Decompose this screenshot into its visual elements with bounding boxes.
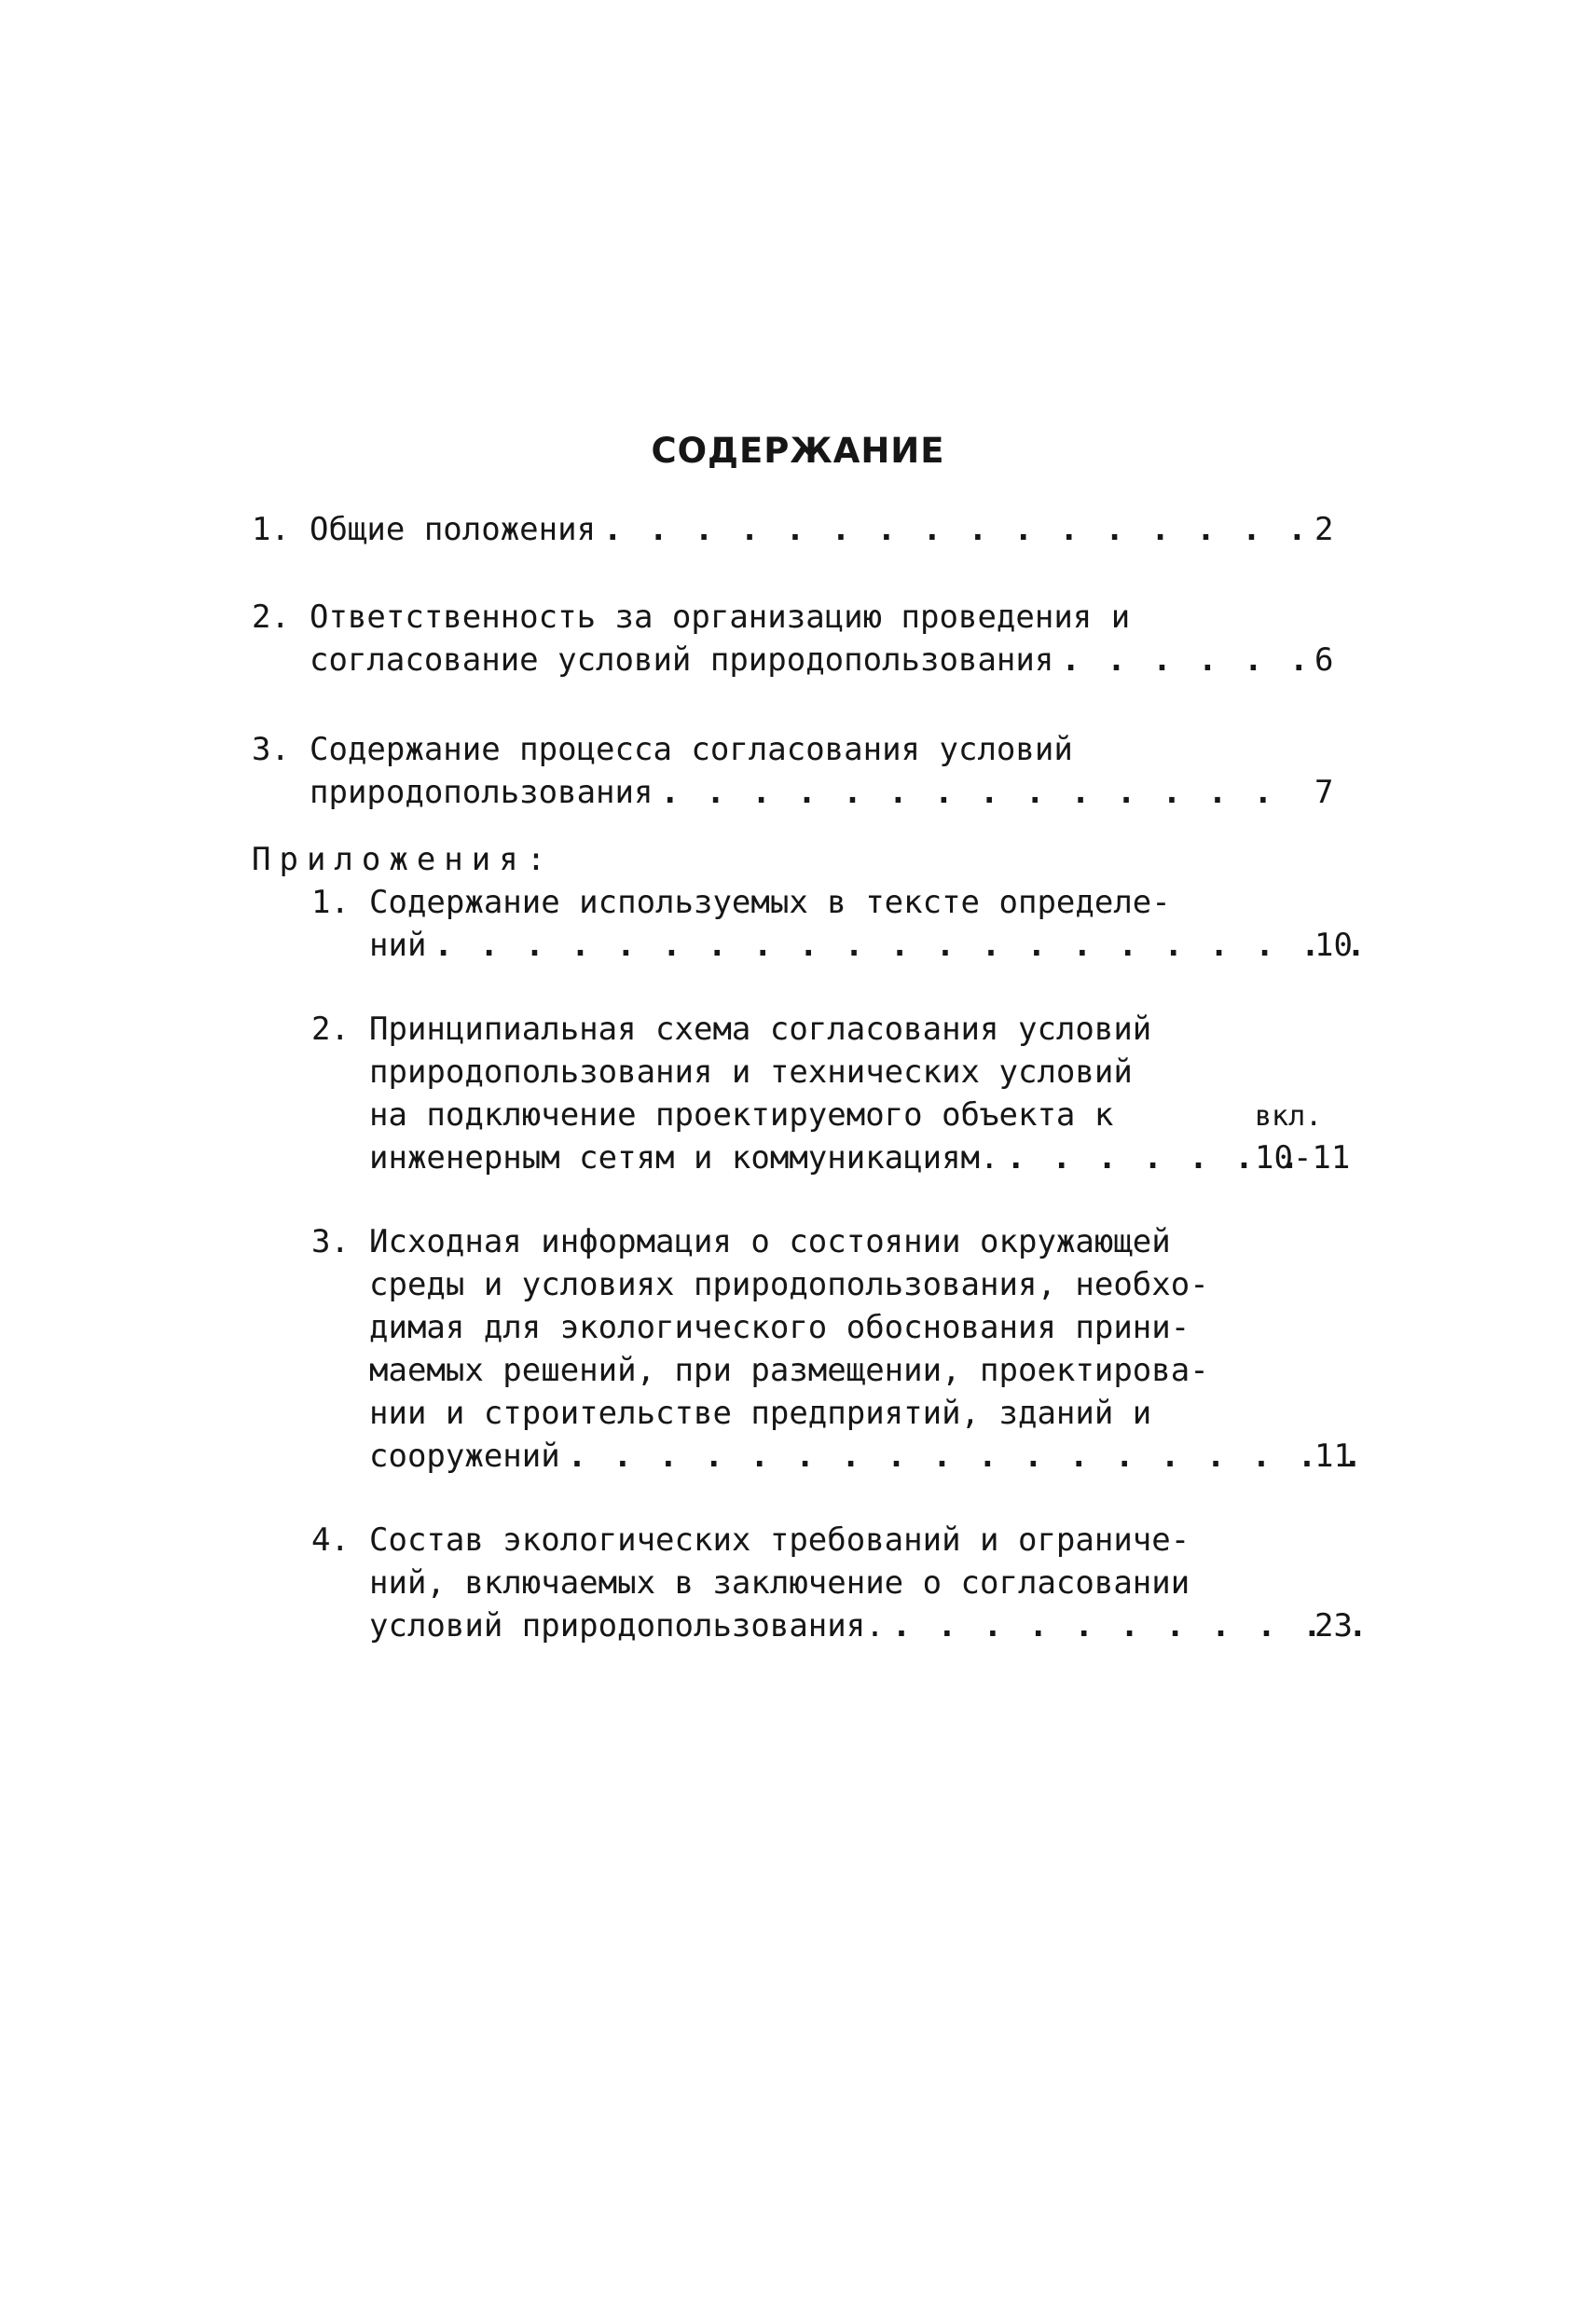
toc-entry-number: 3.: [311, 1223, 350, 1260]
toc-entry-title-cont: согласование условий природопользования: [310, 641, 1054, 679]
toc-page-number: 7: [1314, 774, 1334, 811]
toc-entry-title-cont: димая для экологического обоснования прини-: [369, 1309, 1190, 1346]
toc-page-number: 2: [1314, 511, 1334, 548]
toc-entry-3: [252, 731, 1426, 817]
dot-leader: [433, 927, 1365, 964]
toc-entry-title-cont: природопользования: [310, 774, 654, 811]
toc-entry-title-cont: среды и условиях природопользования, необхо-: [369, 1266, 1209, 1303]
toc-page-number: 10: [1314, 927, 1353, 964]
appendix-heading: Приложения:: [252, 841, 555, 878]
toc-entry-title-cont: нии и строительстве предприятий, зданий и: [369, 1395, 1152, 1432]
appendix-entry-4: [311, 1521, 1426, 1650]
toc-entry-title: Состав экологических требований и ограниче-: [369, 1521, 1190, 1559]
toc-page-number: 10-11: [1255, 1139, 1351, 1177]
appendix-entry-2: [311, 1011, 1426, 1182]
page-title: СОДЕРЖАНИЕ: [651, 431, 945, 471]
toc-entry-2: [252, 599, 1426, 684]
toc-page-number: 6: [1314, 641, 1334, 679]
dot-leader: [568, 1438, 1365, 1475]
toc-entry-title-cont: на подключение проектируемого объекта к: [369, 1096, 1114, 1134]
toc-entry-number: 2.: [311, 1011, 350, 1048]
toc-page-prefix: вкл.: [1255, 1100, 1323, 1133]
toc-entry-1: [252, 511, 1426, 554]
toc-page-number: 11: [1314, 1438, 1353, 1475]
appendix-entry-3: [311, 1223, 1426, 1480]
toc-entry-number: 4.: [311, 1521, 350, 1559]
toc-entry-title-cont: ний: [369, 927, 427, 964]
appendix-entry-1: [311, 884, 1426, 970]
toc-entry-number: 2.: [252, 599, 290, 636]
toc-entry-title: Общие положения: [310, 511, 597, 548]
table-of-contents: [252, 511, 1426, 1699]
toc-entry-number: 1.: [252, 511, 290, 548]
toc-entry-title: Исходная информация о состоянии окружающей: [369, 1223, 1171, 1260]
toc-entry-title: Ответственность за организацию проведения и: [310, 599, 1131, 636]
toc-entry-title-cont: маемых решений, при размещении, проектирова-: [369, 1352, 1209, 1389]
toc-page-number: 23: [1314, 1607, 1353, 1645]
dot-leader: [1061, 641, 1305, 679]
dot-leader: [603, 511, 1305, 548]
toc-entry-title-cont: ний, включаемых в заключение о согласовании: [369, 1564, 1190, 1602]
toc-entry-title-cont: природопользования и технических условий: [369, 1053, 1133, 1091]
toc-entry-title: Содержание процесса согласования условий: [310, 731, 1073, 768]
toc-entry-title: Принципиальная схема согласования условий: [369, 1011, 1152, 1048]
toc-entry-title-cont: условий природопользования.: [369, 1607, 885, 1645]
toc-entry-title-cont: инженерным сетям и коммуникациям.: [369, 1139, 999, 1177]
toc-entry-number: 3.: [252, 731, 290, 768]
toc-entry-number: 1.: [311, 884, 350, 921]
toc-entry-title: Содержание используемых в тексте определе-: [369, 884, 1171, 921]
dot-leader: [660, 774, 1305, 811]
toc-entry-title-cont: сооружений: [369, 1438, 560, 1475]
dot-leader: [892, 1607, 1365, 1645]
